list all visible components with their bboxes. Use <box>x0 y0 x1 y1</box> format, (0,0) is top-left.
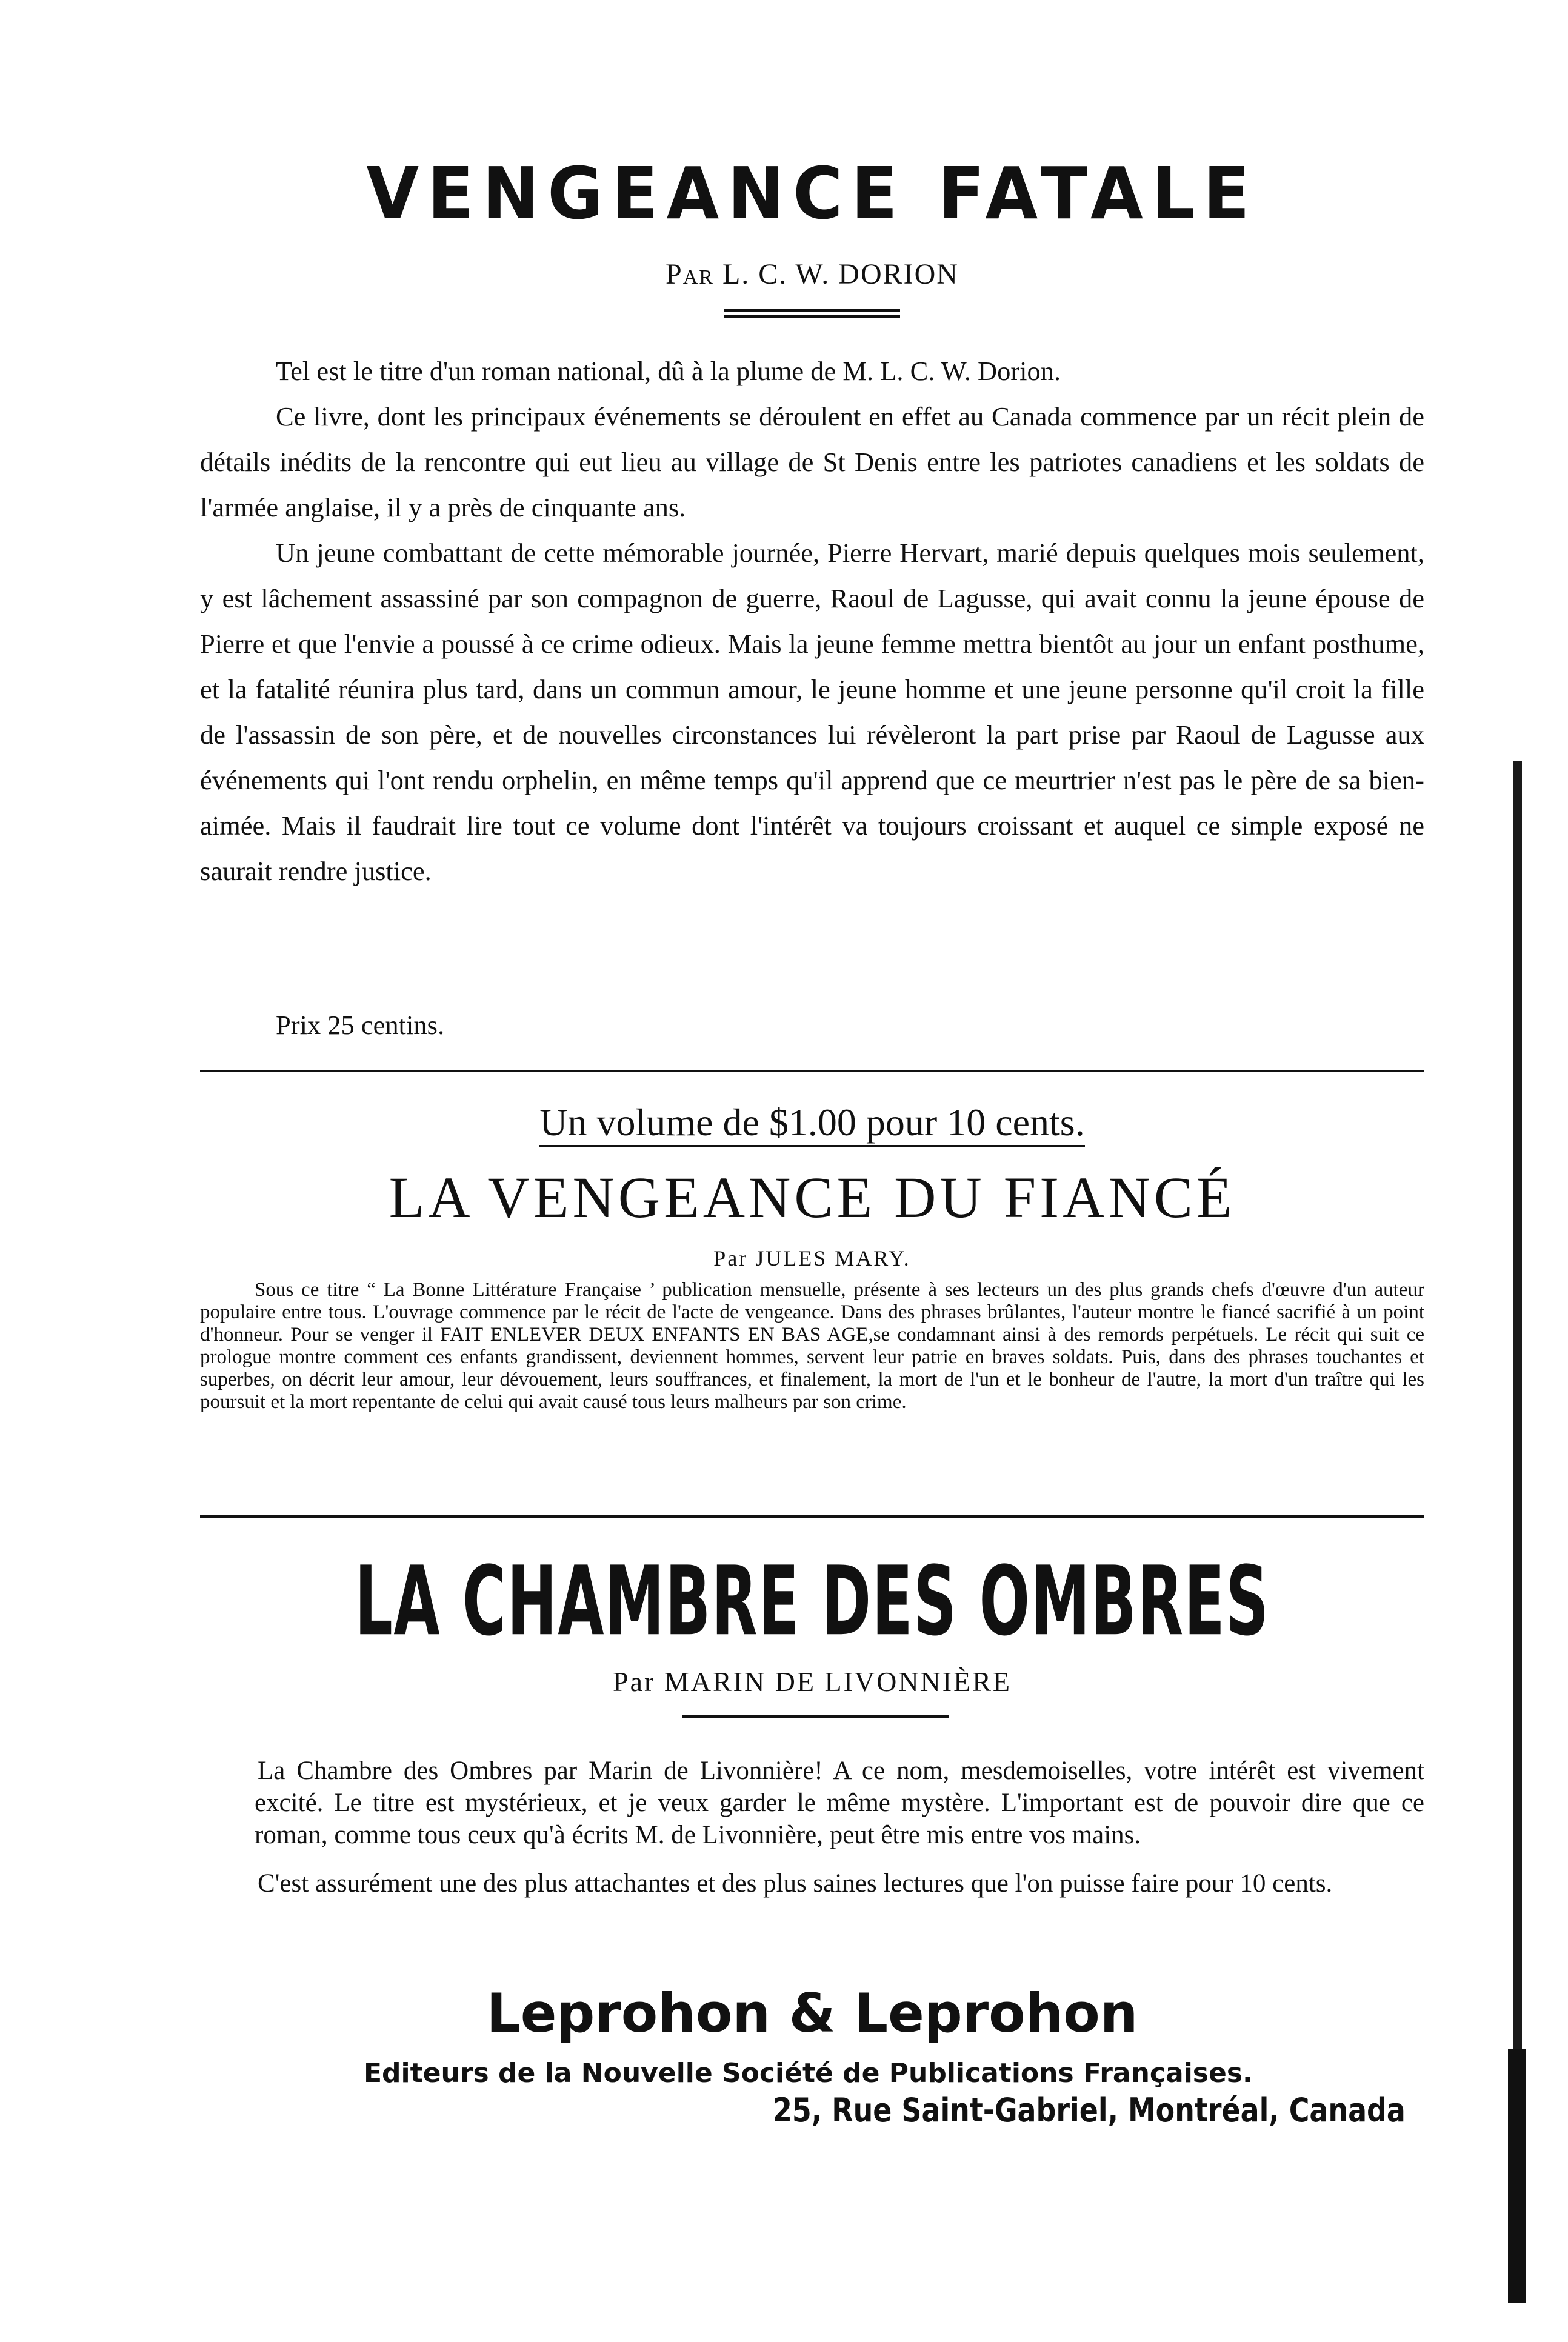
section1-paragraph-1: Tel est le titre d'un roman national, dû à la plume de M. L. C. W. Dorion. <box>276 356 1061 386</box>
horizontal-rule <box>200 1515 1424 1518</box>
section1-paragraph-3: Un jeune combattant de cette mémorable journée, Pierre Hervart, marié depuis quelques mois seulement, y est lâchement assassiné par son compagnon de guerre, Raoul de Lagusse, qui avait connu la jeune épouse de Pierre et que l'envie a poussé à ce crime odieux. Mais la jeune femme mettra bientôt au jour un enfant posthume, et la fatalité réunira plus tard, dans un commun amour, le jeune homme et une jeune personne qu'il croit la fille de l'assassin de son père, et de nouvelles circonstances lui révèleront la part prise par Raoul de Lagusse aux événements qui l'ont rendu orphelin, en même temps qu'il apprend que ce meurtrier n'est pas le père de sa bien-aimée. Mais il faudrait lire tout ce volume dont l'intérêt va toujours croissant et auquel ce simple exposé ne saurait rendre justice. <box>200 538 1424 886</box>
byline-dorion: Par L. C. W. DORION <box>666 258 959 290</box>
publisher-editors: Editeurs de la Nouvelle Société de Publications Françaises. <box>364 2058 1253 2089</box>
title-chambre-des-ombres: LA CHAMBRE DES OMBRES <box>355 1546 1270 1657</box>
byline-livonniere: Par MARIN DE LIVONNIÈRE <box>613 1666 1012 1697</box>
section1-price: Prix 25 centins. <box>276 1010 445 1040</box>
byline-jules-mary: Par JULES MARY. <box>713 1246 911 1270</box>
short-rule-divider <box>682 1715 949 1718</box>
scan-margin-bar-thick <box>1508 2049 1526 2303</box>
section3-paragraph-2: C'est assurément une des plus attachantes et des plus saines lectures que l'on puisse faire pour 10 cents. <box>258 1869 1333 1898</box>
title-vengeance-du-fiance: LA VENGEANCE DU FIANCÉ <box>389 1165 1236 1230</box>
section1-paragraph-2: Ce livre, dont les principaux événements se déroulent en effet au Canada commence par un récit plein de détails inédits de la rencontre qui eut lieu au village de St Denis entre les patriotes canadiens et les soldats de l'armée anglaise, il y a près de cinquante ans. <box>200 401 1424 522</box>
section2-body <box>200 1279 1424 1413</box>
title-vengeance-fatale: VENGEANCE FATALE <box>366 152 1258 236</box>
offer-text: Un volume de $1.00 pour 10 cents. <box>539 1101 1084 1147</box>
section1-body <box>200 349 1424 894</box>
publisher-address: 25, Rue Saint-Gabriel, Montréal, Canada <box>773 2091 1406 2129</box>
horizontal-rule <box>200 1070 1424 1072</box>
double-rule-divider <box>724 309 900 318</box>
publisher-name: Leprohon & Leprohon <box>486 1982 1138 2044</box>
section2-paragraph: Sous ce titre “ La Bonne Littérature Française ’ publication mensuelle, présente à ses lecteurs un des plus grands chefs d'œuvre d'un auteur populaire entre tous. L'ouvrage commence par le récit de l'acte de vengeance. Dans des phrases brûlantes, l'auteur montre le fiancé sacrifié à un point d'honneur. Pour se venger il FAIT ENLEVER DEUX ENFANTS EN BAS AGE,se condamnant ainsi à des remords perpétuels. Le récit qui suit ce prologue montre comment ces enfants grandissent, deviennent hommes, servent leur patrie en braves soldats. Puis, dans des phrases touchantes et superbes, on décrit leur amour, leur dévouement, leurs souffrances, et finalement, la mort de l'un et le bonheur de l'autre, la mort d'un traître qui les poursuit et la mort repentante de celui qui avait causé tous leurs malheurs par son crime. <box>200 1279 1424 1413</box>
offer-headline <box>200 1100 1424 1145</box>
section3-paragraph-1: La Chambre des Ombres par Marin de Livonnière! A ce nom, mesdemoiselles, votre intérêt est vivement excité. Le titre est mystérieux, et je veux garder le même mystère. L'important est de pouvoir dire que ce roman, comme tous ceux qu'à écrits M. de Livonnière, peut être mis entre vos mains. <box>255 1757 1424 1849</box>
section3-body <box>255 1755 1424 1916</box>
